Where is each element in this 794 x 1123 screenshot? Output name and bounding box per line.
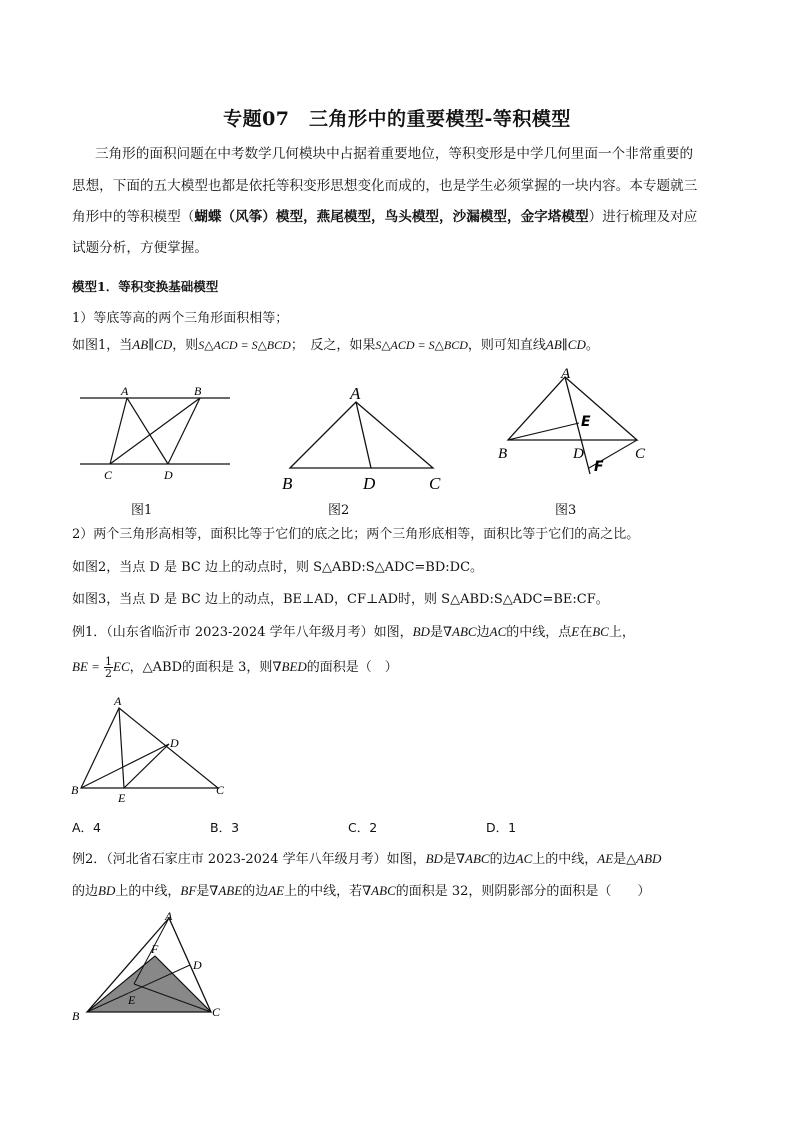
ex1-fig-label-a: A [114, 694, 122, 708]
ex2-ac: AC [515, 851, 533, 866]
fig1-ab-parallel-cd-2: AB∥CD [545, 337, 586, 352]
ex1-e: E [571, 624, 580, 639]
intro-line-2: 思想，下面的五大模型也都是依托等积变形思想变化而成的，也是学生必须掌握的一块内容。本专题就三 [72, 178, 698, 194]
figure-2 [278, 382, 448, 494]
fig3-label-d: D [573, 446, 584, 462]
ex1-ac: AC [489, 624, 507, 639]
model1-point1: 1）等底等高的两个三角形面积相等； [72, 311, 289, 326]
fig1-caption: 图1 [131, 503, 153, 518]
intro-line-1: 三角形的面积问题在中考数学几何模块中占据着重要地位，等积变形是中学几何里面一个非常重要的 [95, 146, 694, 162]
ex1-bc: BC [592, 624, 609, 639]
fig1-label-b: B [194, 384, 202, 398]
fig1-seg-bc [110, 398, 200, 464]
ex2-text-is-3: 是 [196, 884, 210, 899]
intro-line-3 [72, 209, 697, 225]
ex2-source: 例2．（河北省石家庄市 2023-2024 学年八年级月考）如图， [72, 852, 426, 867]
intro-line-3-post: ）进行梳理及对应 [588, 209, 698, 225]
ex2-bd: BD [425, 851, 443, 866]
ex1-text-on-end: 上， [608, 625, 635, 640]
ex2-text-is: 是 [442, 852, 456, 867]
fig1-seg-bd [168, 398, 200, 464]
ex2-fig-label-b: B [72, 1009, 80, 1023]
fig1-ab-parallel-cd: AB∥CD [132, 337, 173, 352]
ex1-text-is: 是 [429, 625, 443, 640]
ex1-fig-seg-ae [119, 708, 124, 788]
ex2-abc-2: ∇ABC [362, 883, 396, 898]
model1-fig2-text: 如图2，当点 D 是 BC 边上的动点时，则 S△ABD:S△ADC=BD:DC。 [72, 560, 484, 575]
ex1-fig-label-d: D [170, 736, 179, 750]
fig2-label-b: B [282, 474, 293, 493]
fig1-text-e: 。 [585, 338, 599, 353]
ex1-figure [68, 694, 238, 806]
ex2-bd-2: BD [98, 883, 116, 898]
ex1-option-b[interactable]: B．3 [210, 820, 240, 835]
fig3-label-a: A [561, 366, 571, 382]
ex2-fig-label-a: A [165, 909, 173, 923]
fig2-label-d: D [363, 474, 376, 493]
ex1-line-2 [72, 652, 398, 683]
fig1-text-a: 如图1，当 [72, 338, 133, 353]
ex2-figure [66, 908, 236, 1028]
fig2-label-a: A [350, 384, 361, 403]
ex1-fig-label-c: C [216, 783, 225, 797]
model1-fig1-text [72, 337, 599, 354]
ex1-fig-seg-bd [81, 744, 169, 788]
fig3-label-f: F [594, 459, 604, 475]
ex1-frac-num: 1 [105, 655, 113, 668]
fig2-triangle-abc [290, 402, 433, 468]
ex2-text-edge-2: 的边 [72, 884, 99, 899]
ex1-option-a[interactable]: A．4 [72, 820, 102, 835]
ex1-fig-seg-ed [124, 744, 169, 788]
intro-line-4: 试题分析，方便掌握。 [72, 240, 208, 256]
fig1-seg-ad [127, 398, 168, 464]
fig3-label-b: B [498, 446, 508, 462]
ex1-option-d[interactable]: D．1 [486, 820, 517, 835]
intro-line-3-pre: 角形中的等积模型（ [72, 209, 195, 225]
ex2-fig-label-c: C [212, 1005, 221, 1019]
model1-fig3-text: 如图3，当点 D 是 BC 边上的动点，BE⊥AD，CF⊥AD时，则 S△ABD:S△ADC=BE:CF。 [72, 592, 609, 607]
ex2-abd: △ABD [626, 851, 662, 866]
fig3-caption: 图3 [555, 503, 577, 518]
ex2-line-2 [72, 883, 650, 900]
ex2-abe: ∇ABE [209, 883, 243, 898]
fig1-area-equation: S△ACD = S△BCD [198, 338, 291, 352]
fig1-label-a: A [121, 384, 129, 398]
ex1-bd: BD [412, 624, 430, 639]
ex2-text-median: 上的中线， [532, 852, 598, 867]
ex1-text-question: 的面积是（ ） [306, 660, 398, 675]
ex1-fig-triangle-abc [81, 708, 218, 788]
fig3-label-c: C [635, 446, 646, 462]
fig2-label-c: C [429, 474, 441, 493]
intro-models-bold: 蝴蝶（风筝）模型，燕尾模型，鸟头模型，沙漏模型，金字塔模型 [194, 209, 589, 225]
ex2-line-1 [72, 851, 661, 868]
ex2-text-median-2: 上的中线， [115, 884, 181, 899]
fig1-text-d: ，则可知直线 [467, 338, 546, 353]
ex1-be: BE = [72, 659, 100, 674]
model1-point2: 2）两个三角形高相等，面积比等于它们的底之比；两个三角形底相等，面积比等于它们的高之比。 [72, 527, 640, 542]
ex2-fig-label-d: D [193, 958, 202, 972]
ex1-bed: ∇BED [272, 659, 307, 674]
ex2-abc: ∇ABC [455, 851, 490, 866]
ex1-frac-den: 2 [105, 667, 113, 680]
ex1-text-edge: 边 [476, 625, 490, 640]
ex1-line-1 [72, 624, 635, 641]
ex1-fraction [104, 656, 113, 679]
ex1-option-c[interactable]: C．2 [348, 820, 378, 835]
fig2-caption: 图2 [328, 503, 350, 518]
ex2-text-question: 的面积是 32，则阴影部分的面积是（ ） [395, 884, 651, 899]
fig3-label-e: E [581, 414, 591, 430]
ex2-text-edge: 的边 [489, 852, 516, 867]
fig3-seg-be [508, 423, 579, 440]
ex2-fig-label-f: F [151, 942, 159, 956]
figure-1 [78, 378, 238, 488]
fig1-text-b: ，则 [172, 338, 199, 353]
ex1-fig-label-b: B [71, 783, 79, 797]
figure-3 [495, 362, 665, 482]
model1-heading: 模型1．等积变换基础模型 [72, 279, 219, 294]
ex2-ae: AE [597, 851, 614, 866]
ex2-text-if: 上的中线，若 [284, 884, 363, 899]
ex1-abc: ∇ABC [442, 624, 477, 639]
ex2-bf: BF [180, 883, 197, 898]
page-title: 专题07 三角形中的重要模型-等积模型 [223, 108, 571, 130]
fig1-area-equation-2: S△ACD = S△BCD [375, 338, 468, 352]
ex1-fig-label-e: E [118, 791, 126, 805]
ex2-text-edge-3: 的边 [242, 884, 269, 899]
ex1-source: 例1．（山东省临沂市 2023-2024 学年八年级月考）如图， [72, 625, 413, 640]
fig1-text-c: ； 反之，如果 [290, 338, 376, 353]
fig2-seg-ad [356, 402, 371, 468]
ex1-text-median: 的中线，点 [506, 625, 572, 640]
ex1-text-on: 在 [579, 625, 593, 640]
ex2-fig-label-e: E [128, 993, 136, 1007]
ex1-ec: EC [113, 659, 130, 674]
ex2-ae-2: AE [268, 883, 285, 898]
ex1-text-area: ，△ABD的面积是 3，则 [129, 660, 273, 675]
fig1-label-d: D [164, 468, 173, 482]
ex2-text-is-2: 是 [613, 852, 627, 867]
fig1-label-c: C [104, 468, 113, 482]
